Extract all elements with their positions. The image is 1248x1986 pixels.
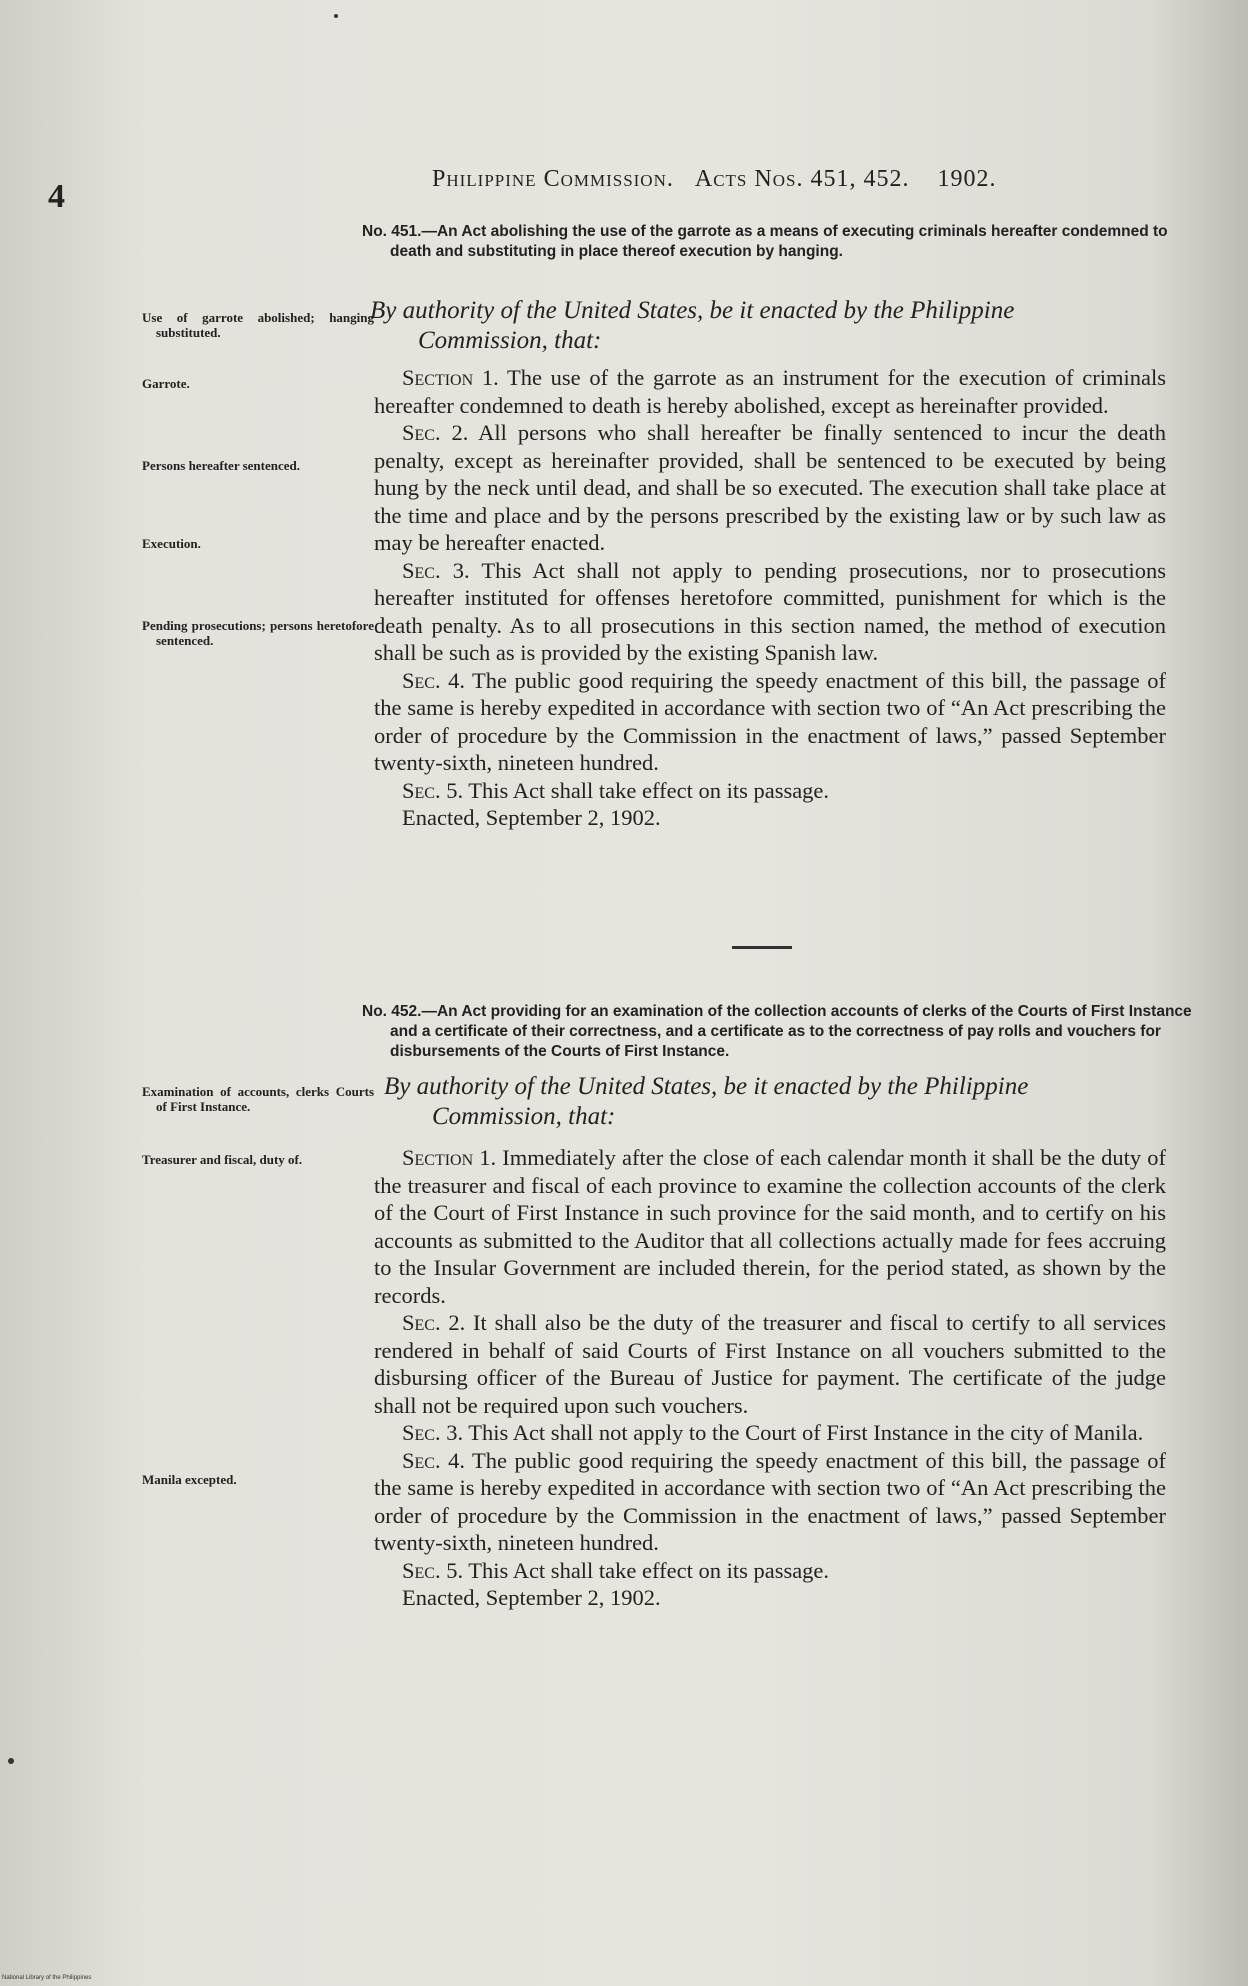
scan-speck — [8, 1758, 14, 1764]
act-452-section-2: Sec. 2. It shall also be the duty of the treasurer and fiscal to certify to all services rendered in behalf of said Courts of First Instance on all vouchers submitted to the disbursing officer of the Bureau of Justice for payment. The certificate of the judge shall not be required upon such vouchers. — [374, 1310, 1166, 1418]
act-452-authority-line1: By authority of the United States, be it enacted by the Philippine — [384, 1073, 1029, 1100]
margin-note-treasurer-fiscal: Treasurer and fiscal, duty of. — [142, 1152, 303, 1167]
header-acts: Acts Nos. 451, 452. — [694, 166, 910, 192]
act-452-authority — [384, 1072, 1174, 1132]
act-452-authority-line2: Commission, that: — [432, 1103, 616, 1130]
act-451-section-3: Sec. 3. This Act shall not apply to pending prosecutions, nor to prosecutions hereafter instituted for offenses heretofore committed, punishment for which is the death penalty. As to all prosecutions in this section named, the method of execution shall be such as is provided by the existing Spanish law. — [374, 557, 1166, 665]
act-452-section-1: Section 1. Immediately after the close of each calendar month it shall be the duty of the treasurer and fiscal of each province to examine the collection accounts of the clerk of the Court of First Instance in such province for the said month, and to certify on his accounts as submitted to the Auditor that all collections actually made for fees accruing to the Insular Government are included therein, for the period stated, as shown by the records. — [374, 1145, 1166, 1308]
scan-footer: National Library of the Philippines — [2, 1975, 92, 1981]
section-divider — [732, 946, 792, 949]
margin-note-manila-excepted: Manila excepted. — [142, 1472, 237, 1487]
margin-note-pending-prosecutions: Pending prosecutions; persons heretofore sentenced. — [142, 618, 374, 648]
act-451-section-1: Section 1. The use of the garrote as an instrument for the execution of criminals hereafter condemned to death is hereby abolished, except as hereinafter provided. — [374, 365, 1166, 418]
margin-note-examination-accounts: Examination of accounts, clerks Courts of First Instance. — [142, 1084, 374, 1114]
act-452-body — [374, 1144, 1166, 1612]
act-452-section-4: Sec. 4. The public good requiring the speedy enactment of this bill, the passage of the same is hereby expedited in accordance with section two of “An Act prescribing the order of procedure by the Commission in the enactment of laws,” passed September twenty-sixth, nineteen hundred. — [374, 1447, 1166, 1555]
act-451-section-2: Sec. 2. All persons who shall hereafter be finally sentenced to incur the death penalty, except as hereinafter provided, shall be sentenced to be executed by being hung by the neck until dead, and shall be so executed. The execution shall take place at the time and place and by the persons prescribed by the existing law or by such law as may be hereafter enacted. — [374, 420, 1166, 555]
act-451-section-5: Sec. 5. This Act shall take effect on its passage. — [402, 777, 830, 803]
page-number: 4 — [48, 178, 65, 215]
act-451-enacted: Enacted, September 2, 1902. — [402, 805, 661, 830]
act-452-section-5: Sec. 5. This Act shall take effect on its passage. — [402, 1557, 830, 1583]
act-452-enacted: Enacted, September 2, 1902. — [402, 1585, 661, 1610]
act-451-body — [374, 364, 1166, 832]
act-451-authority-line2: Commission, that: — [418, 327, 602, 354]
margin-note-garrote-abolished: Use of garrote abolished; hanging substituted. — [142, 310, 374, 340]
margin-note-persons-sentenced: Persons hereafter sentenced. — [142, 458, 301, 473]
act-451-title: No. 451.—An Act abolishing the use of the garrote as a means of executing criminals hereafter condemned to death and substituting in place thereof execution by hanging. — [362, 223, 1168, 260]
scan-speck — [334, 14, 338, 18]
act-451-authority — [370, 296, 1170, 356]
act-452-section-3: Sec. 3. This Act shall not apply to the Court of First Instance in the city of Manila. — [402, 1420, 1144, 1445]
header-year: 1902. — [937, 166, 997, 192]
header-commission: Philippine Commission. — [432, 166, 674, 192]
act-451-section-4: Sec. 4. The public good requiring the speedy enactment of this bill, the passage of the same is hereby expedited in accordance with section two of “An Act prescribing the order of procedure by the Commission in the enactment of laws,” passed September twenty-sixth, nineteen hundred. — [374, 667, 1166, 775]
act-451-authority-line1: By authority of the United States, be it enacted by the Philippine — [370, 297, 1015, 324]
margin-note-garrote: Garrote. — [142, 376, 190, 391]
act-452-title: No. 452.—An Act providing for an examination of the collection accounts of clerks of the Courts of First Instance and a certificate of their correctness, and a certificate as to the correctness of pay rolls and vouchers for disbursements of the Courts of First Instance. — [362, 1003, 1192, 1060]
margin-note-execution: Execution. — [142, 536, 201, 551]
running-header — [432, 166, 996, 193]
